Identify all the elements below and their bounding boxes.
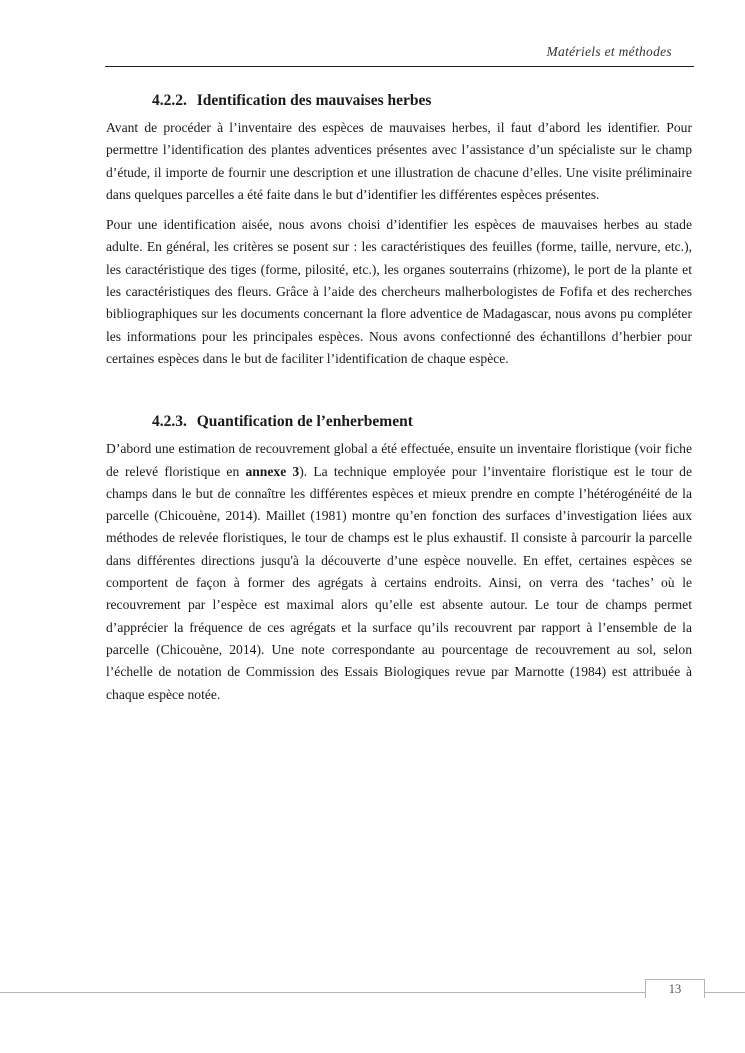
running-header: Matériels et méthodes <box>546 44 672 59</box>
section-number: 4.2.3. <box>152 413 187 431</box>
section-heading-quantification <box>152 412 692 432</box>
annex-reference: annexe 3 <box>245 463 300 479</box>
section-title: Identification des mauvaises herbes <box>196 92 432 109</box>
page-number: 13 <box>645 979 705 998</box>
section-title: Quantification de l’enherbement <box>196 413 413 431</box>
section-number: 4.2.2. <box>152 92 187 109</box>
paragraph-text: D’abord une estimation de recouvrement global a été effectuée, ensuite un inventaire floristique (voir fiche de relevé floristique en <box>106 441 692 479</box>
paragraph <box>106 438 692 706</box>
paragraph: Avant de procéder à l’inventaire des espèces de mauvaises herbes, il faut d’abord les identifier. Pour permettre l’identification des plantes adventices présentes avec l’assistance d’un spécialiste sur le champ d’étude, il importe de fournir une description et une illustration de chacune d’elles. Une visite préliminaire dans quelques parcelles a été faite dans le but d’identifier les différentes espèces présentes. <box>106 120 692 202</box>
paragraph: Pour une identification aisée, nous avons choisi d’identifier les espèces de mauvaises herbes au stade adulte. En général, les critères se posent sur : les caractéristiques des feuilles (forme, taille, nervure, etc.), les caractéristique des tiges (forme, pilosité, etc.), les organes souterrains (rhizome), le port de la plante et les caractéristiques des fleurs. Grâce à l’aide des chercheurs malherbologistes de Fofifa et des recherches bibliographiques sur les documents concernant la flore adventice de Madagascar, nous avons pu compléter les informations pour les principales espèces. Nous avons confectionné des échantillons d’herbier pour certaines espèces dans le but de faciliter l’identification de chaque espèce. <box>106 217 692 366</box>
paragraph-text: ). La technique employée pour l’inventaire floristique est le tour de champs dans le but de connaître les différentes espèces et mieux prendre en compte l’hétérogénéité de la parcelle (Chicouène, 2014). Maillet (1981) montre qu’en fonction des surfaces d’investigation liées aux méthodes de relevée floristiques, le tour de champs est le plus exhaustif. Il consiste à parcourir la parcelle dans différentes directions jusqu'à la découverte d’une espèce nouvelle. En effet, certaines espèces se comportent de façon à former des agrégats à certains endroits. Ainsi, on verra des ‘taches’ où le recouvrement par l’espèce est maximal alors qu’elle est absente autour. Le tour de champs permet d’apprécier la fréquence de ces agrégats et la surface qu’ils recouvrent par rapport à l’ensemble de la parcelle (Chicouène, 2014). Une note correspondante au pourcentage de recouvrement au sol, selon l’échelle de notation de Commission des Essais Biologiques revue par Marnotte (1984) est attribuée à chaque espèce notée. <box>106 463 693 702</box>
section-heading-identification <box>152 91 692 111</box>
header-divider <box>105 66 694 67</box>
footer-divider <box>0 992 745 993</box>
page-body <box>106 91 692 714</box>
